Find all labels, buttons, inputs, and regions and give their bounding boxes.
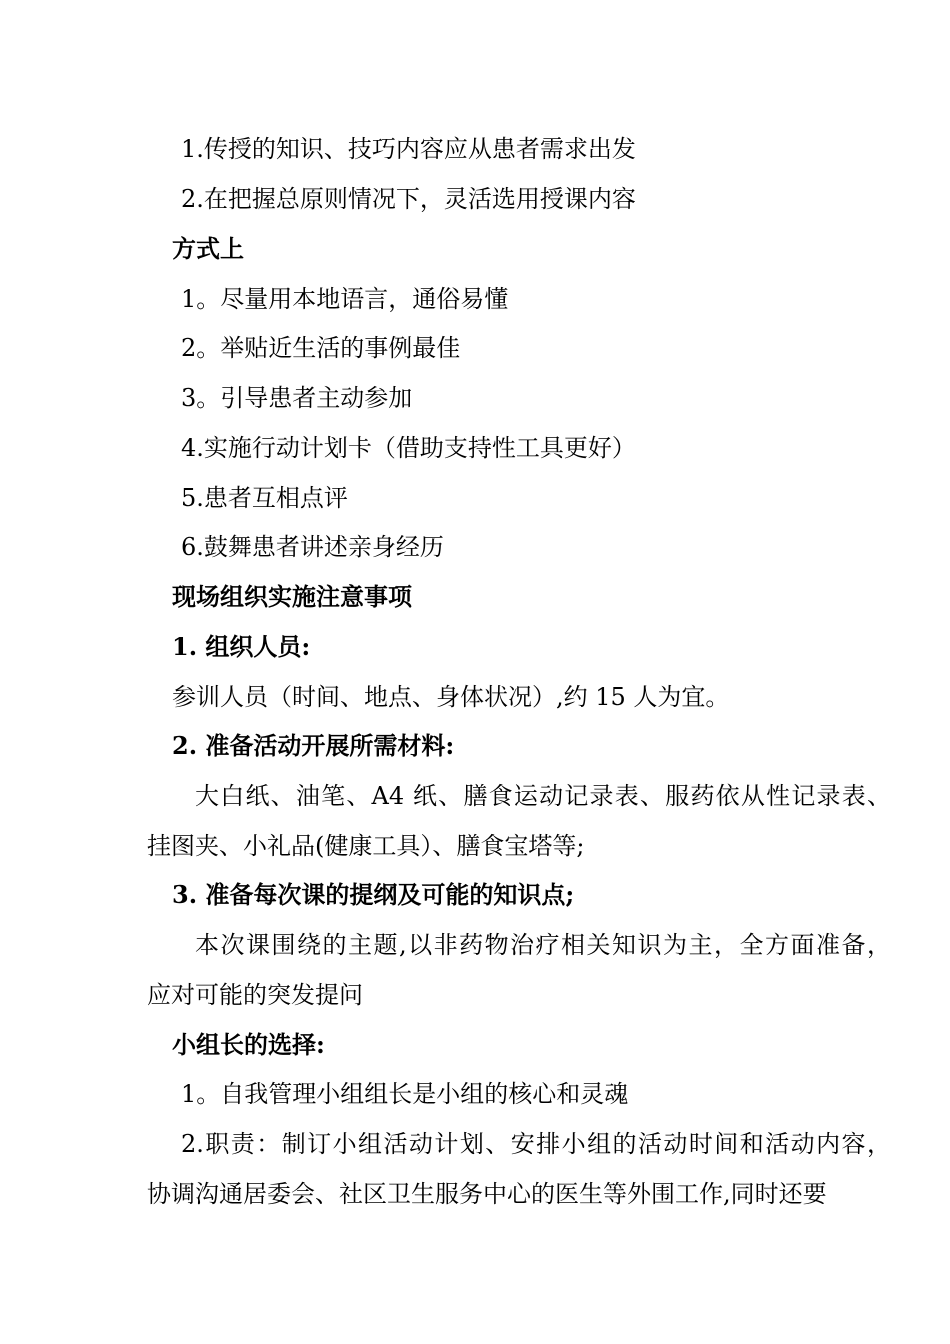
sub-heading: 2. 准备活动开展所需材料:: [172, 731, 455, 760]
list-item: 2。举贴近生活的事例最佳: [181, 334, 461, 362]
paragraph-line: 大白纸、油笔、A4 纸、膳食运动记录表、服药依从性记录表、: [195, 782, 891, 810]
paragraph-line: 参训人员（时间、地点、身体状况）,约 15 人为宜。: [172, 683, 730, 711]
section-heading: 方式上: [172, 234, 244, 263]
list-item: 6.鼓舞患者讲述亲身经历: [181, 533, 444, 561]
paragraph-line: 协调沟通居委会、社区卫生服务中心的医生等外围工作,同时还要: [147, 1180, 827, 1208]
list-item: 2.在把握总原则情况下，灵活选用授课内容: [181, 185, 636, 213]
list-item: 4.实施行动计划卡（借助支持性工具更好）: [181, 434, 636, 462]
paragraph-line: 应对可能的突发提问: [147, 981, 363, 1009]
list-item: 1。自我管理小组组长是小组的核心和灵魂: [181, 1080, 629, 1108]
section-heading: 小组长的选择:: [172, 1030, 325, 1059]
list-item: 5.患者互相点评: [181, 484, 348, 512]
sub-heading: 3. 准备每次课的提纲及可能的知识点;: [172, 880, 575, 909]
list-item: 3。引导患者主动参加: [181, 384, 413, 412]
section-heading: 现场组织实施注意事项: [172, 582, 412, 611]
list-item: 1.传授的知识、技巧内容应从患者需求出发: [181, 135, 636, 163]
list-item: 2.职责：制订小组活动计划、安排小组的活动时间和活动内容，: [181, 1130, 891, 1158]
paragraph-line: 挂图夹、小礼品(健康工具）、膳食宝塔等;: [147, 832, 585, 860]
paragraph-line: 本次课围绕的主题,以非药物治疗相关知识为主，全方面准备，: [195, 931, 891, 959]
list-item: 1。尽量用本地语言，通俗易懂: [181, 285, 509, 313]
sub-heading: 1. 组织人员:: [172, 632, 311, 661]
